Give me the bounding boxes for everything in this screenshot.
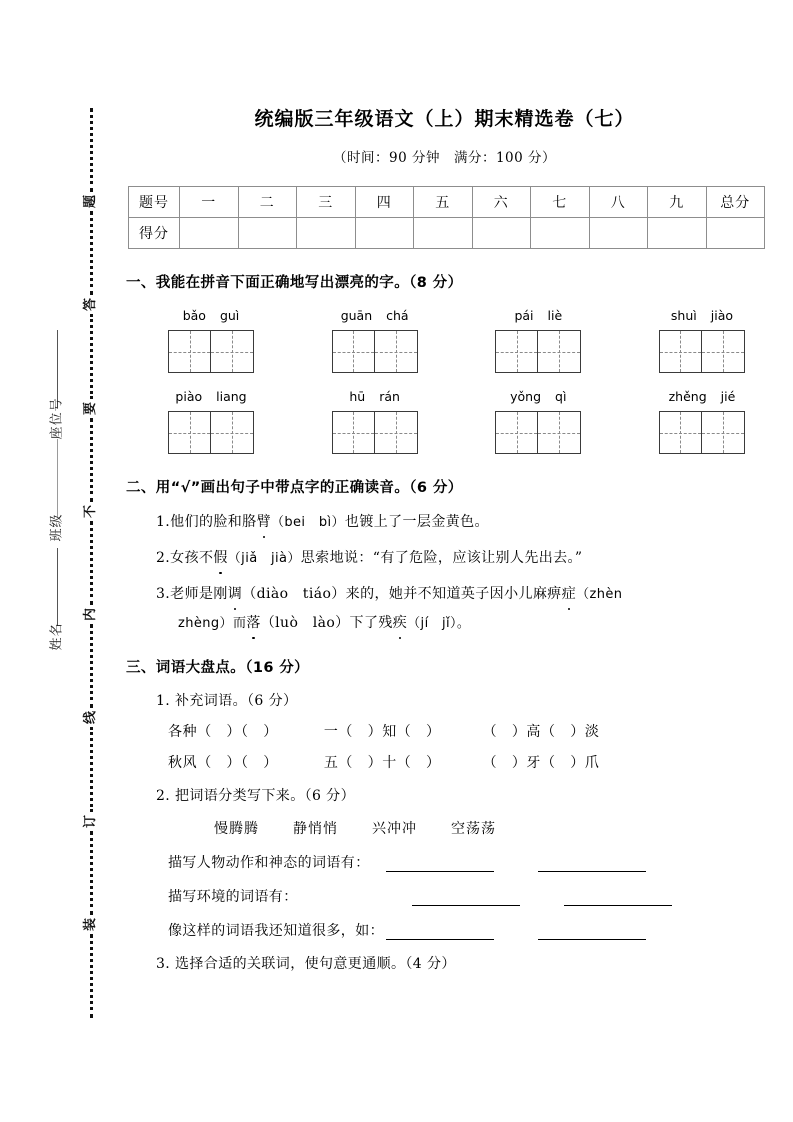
tianzige-row-2 xyxy=(126,389,779,454)
score-table-col-2: 三 xyxy=(297,187,356,218)
score-table-col-7: 八 xyxy=(589,187,648,218)
score-cell-2[interactable] xyxy=(297,218,356,249)
table-row-question-numbers xyxy=(129,187,765,218)
score-cell-8[interactable] xyxy=(648,218,707,249)
pinyin-syllable: bǎo xyxy=(182,308,206,323)
seal-char-3: 不 xyxy=(83,504,99,518)
table-row-scores xyxy=(129,218,765,249)
tianzige-cell[interactable] xyxy=(375,330,418,373)
tianzige-group xyxy=(495,389,581,454)
pinyin-syllable: rán xyxy=(379,389,400,404)
section-one xyxy=(120,271,793,454)
score-table xyxy=(128,186,765,249)
pinyin-label xyxy=(349,389,400,404)
idiom-spacer xyxy=(441,721,483,741)
answer-blank[interactable] xyxy=(564,891,672,906)
item-text-mid: （luò lào）下了残 xyxy=(260,615,393,631)
tianzige-cell[interactable] xyxy=(168,411,211,454)
section-three-heading: 三、词语大盘点。（16 分） xyxy=(126,660,310,676)
tianzige-cell[interactable] xyxy=(659,330,702,373)
tianzige-cell[interactable] xyxy=(538,330,581,373)
section-three-sub2-label: 2. 把词语分类写下来。（6 分） xyxy=(156,788,355,804)
pinyin-label xyxy=(341,308,409,323)
reading-choices[interactable]: （bei bì） xyxy=(270,515,345,530)
seal-label-class: 班级 xyxy=(49,513,65,542)
class-write-rule xyxy=(57,439,58,517)
section-two-heading: 二、用“√”画出句子中带点字的正确读音。（6 分） xyxy=(126,480,463,496)
word-bank-item: 兴冲冲 xyxy=(372,821,417,837)
reading-choices-partial[interactable]: （zhèn xyxy=(576,587,623,602)
pinyin-label xyxy=(183,308,240,323)
pinyin-label xyxy=(669,389,736,404)
seal-label-seat-number: 座位号 xyxy=(49,397,65,440)
tianzige-boxes xyxy=(659,330,745,373)
item-text-post: 思索地说：“有了危险，应该让别人先出去。” xyxy=(300,550,583,566)
tianzige-group xyxy=(168,389,254,454)
item-text-pre: 老师是刚 xyxy=(170,586,228,602)
dotted-char: 疾 xyxy=(393,613,407,634)
score-cell-3[interactable] xyxy=(355,218,414,249)
seal-dot-run xyxy=(90,108,93,192)
seal-dot-run xyxy=(90,211,93,295)
tianzige-boxes xyxy=(168,330,254,373)
score-table-col-6: 七 xyxy=(531,187,590,218)
pinyin-label xyxy=(514,308,562,323)
section-two xyxy=(120,476,793,634)
reading-choices-continued[interactable]: zhèng）而 xyxy=(178,616,247,631)
score-table-col-8: 九 xyxy=(648,187,707,218)
tianzige-cell[interactable] xyxy=(659,411,702,454)
classify-label: 描写环境的词语有： xyxy=(168,889,298,905)
tianzige-boxes xyxy=(332,411,418,454)
tianzige-cell[interactable] xyxy=(375,411,418,454)
score-cell-6[interactable] xyxy=(531,218,590,249)
tianzige-group xyxy=(168,308,254,373)
item-text-pre: 女孩不 xyxy=(170,550,214,566)
score-table-row-label-1: 得分 xyxy=(129,218,180,249)
dotted-char: 臂 xyxy=(257,512,271,533)
pinyin-syllable: shuì xyxy=(670,308,697,323)
classify-line-actions xyxy=(168,852,779,872)
dotted-char: 调 xyxy=(228,584,242,605)
score-table-col-1: 二 xyxy=(238,187,297,218)
seal-char-4: 内 xyxy=(83,608,99,622)
word-bank-item: 空荡荡 xyxy=(451,821,496,837)
dotted-char: 假 xyxy=(213,548,227,569)
page-title: 统编版三年级语文（上）期末精选卷（七） xyxy=(254,108,635,130)
idiom-blank-item[interactable]: 一（ ）知（ ） xyxy=(323,724,441,740)
exam-paper-body xyxy=(120,0,793,1122)
idiom-blank-item[interactable]: （ ）高（ ）淡 xyxy=(482,724,600,740)
item-text-mid: （diào tiáo）来的，她并不知道英子因小儿麻痹 xyxy=(242,586,562,602)
dotted-char: 症 xyxy=(562,584,576,605)
seal-dot-run xyxy=(90,314,93,398)
seal-dot-run xyxy=(90,624,93,708)
section-two-item-1 xyxy=(156,512,779,533)
seal-dot-run xyxy=(90,418,93,502)
pinyin-syllable: yǒng xyxy=(510,389,542,404)
section-three xyxy=(120,656,793,973)
score-table-col-4: 五 xyxy=(414,187,473,218)
tianzige-cell[interactable] xyxy=(211,330,254,373)
section-two-item-2 xyxy=(156,548,779,569)
item-number: 2. xyxy=(156,550,171,566)
pinyin-syllable: liang xyxy=(216,389,247,404)
tianzige-boxes xyxy=(495,411,581,454)
tianzige-cell[interactable] xyxy=(495,411,538,454)
seal-dot-run xyxy=(90,831,93,915)
seat-number-write-rule xyxy=(57,330,58,408)
score-table-row-label-0: 题号 xyxy=(129,187,180,218)
tianzige-cell[interactable] xyxy=(168,330,211,373)
idiom-blank-item[interactable]: 五（ ）十（ ） xyxy=(323,755,441,771)
score-cell-5[interactable] xyxy=(472,218,531,249)
section-one-heading: 一、我能在拼音下面正确地写出漂亮的字。（8 分） xyxy=(126,275,463,291)
tianzige-boxes xyxy=(659,411,745,454)
pinyin-syllable: piào xyxy=(175,389,203,404)
section-three-sub3-label: 3. 选择合适的关联词，使句意更通顺。（4 分） xyxy=(156,956,456,972)
pinyin-syllable: chá xyxy=(386,308,409,323)
section-two-item-3-line-1 xyxy=(156,584,779,605)
seal-margin-area xyxy=(0,0,120,1122)
idiom-blank-item[interactable]: 各种（ ）（ ） xyxy=(168,724,278,740)
seal-field-column xyxy=(40,330,74,870)
seal-dotted-line xyxy=(82,108,100,1018)
page-subtitle: （时间：90 分钟 满分：100 分） xyxy=(332,150,557,166)
score-table-col-5: 六 xyxy=(472,187,531,218)
section-two-item-3-line-2 xyxy=(178,613,779,634)
pinyin-syllable: qì xyxy=(555,389,567,404)
tianzige-boxes xyxy=(168,411,254,454)
seal-dot-run xyxy=(90,934,93,1018)
idiom-blank-item[interactable]: （ ）牙（ ）爪 xyxy=(482,755,600,771)
score-cell-4[interactable] xyxy=(414,218,473,249)
tianzige-group xyxy=(332,389,418,454)
seal-dot-run xyxy=(90,521,93,605)
tianzige-cell[interactable] xyxy=(211,411,254,454)
idiom-spacer xyxy=(278,721,324,741)
score-cell-1[interactable] xyxy=(238,218,297,249)
tianzige-cell[interactable] xyxy=(702,330,745,373)
tianzige-cell[interactable] xyxy=(332,411,375,454)
answer-blank[interactable] xyxy=(386,925,494,940)
word-bank-item: 慢腾腾 xyxy=(214,821,259,837)
tianzige-boxes xyxy=(495,330,581,373)
score-table-wrapper xyxy=(120,186,793,249)
tianzige-cell[interactable] xyxy=(538,411,581,454)
item-number: 1. xyxy=(156,514,171,530)
answer-blank[interactable] xyxy=(538,857,646,872)
classify-label: 像这样的词语我还知道很多，如： xyxy=(168,923,384,939)
score-cell-9[interactable] xyxy=(706,218,765,249)
tianzige-group xyxy=(659,389,745,454)
answer-blank[interactable] xyxy=(538,925,646,940)
answer-blank[interactable] xyxy=(412,891,520,906)
seal-char-1: 答 xyxy=(83,298,99,312)
pinyin-syllable: guān xyxy=(340,308,373,323)
classify-line-more-examples xyxy=(168,920,779,940)
answer-blank[interactable] xyxy=(386,857,494,872)
dotted-char: 落 xyxy=(246,613,260,634)
score-cell-7[interactable] xyxy=(589,218,648,249)
score-cell-0[interactable] xyxy=(180,218,239,249)
classify-line-environment xyxy=(168,886,779,906)
pinyin-syllable: pái xyxy=(514,308,534,323)
idiom-blank-item[interactable]: 秋风（ ）（ ） xyxy=(168,755,278,771)
pinyin-syllable: liè xyxy=(547,308,563,323)
pinyin-syllable: jiào xyxy=(710,308,734,323)
tianzige-group xyxy=(332,308,418,373)
word-bank xyxy=(214,818,779,838)
seal-char-7: 装 xyxy=(83,917,99,931)
seal-char-6: 订 xyxy=(83,814,99,828)
item-text-pre: 他们的脸和胳 xyxy=(170,514,257,530)
idiom-row-2 xyxy=(168,752,779,772)
score-table-col-9: 总分 xyxy=(706,187,765,218)
pinyin-label xyxy=(175,389,246,404)
pinyin-label xyxy=(671,308,733,323)
tianzige-group xyxy=(495,308,581,373)
name-write-rule xyxy=(57,548,58,626)
section-three-sub1-label: 1. 补充词语。（6 分） xyxy=(156,693,298,709)
seal-label-name: 姓名 xyxy=(49,622,65,651)
item-text-post: 也镀上了一层金黄色。 xyxy=(344,514,489,530)
pinyin-label xyxy=(510,389,566,404)
tianzige-boxes xyxy=(332,330,418,373)
word-bank-item: 静悄悄 xyxy=(293,821,338,837)
tianzige-group xyxy=(659,308,745,373)
pinyin-syllable: hū xyxy=(349,389,366,404)
classify-label: 描写人物动作和神态的词语有： xyxy=(168,855,370,871)
score-table-col-0: 一 xyxy=(180,187,239,218)
seal-char-5: 线 xyxy=(83,711,99,725)
item-number: 3. xyxy=(156,586,171,602)
pinyin-syllable: zhěng xyxy=(668,389,707,404)
idiom-spacer xyxy=(278,752,324,772)
reading-choices[interactable]: （jiǎ jià） xyxy=(227,551,301,566)
seal-char-2: 要 xyxy=(83,401,99,415)
idiom-row-1 xyxy=(168,721,779,741)
score-table-col-3: 四 xyxy=(355,187,414,218)
seal-dot-run xyxy=(90,727,93,811)
pinyin-syllable: guì xyxy=(219,308,240,323)
tianzige-cell[interactable] xyxy=(702,411,745,454)
pinyin-syllable: jié xyxy=(720,389,736,404)
tianzige-row-1 xyxy=(126,308,779,373)
idiom-spacer xyxy=(441,752,483,772)
tianzige-cell[interactable] xyxy=(332,330,375,373)
seal-char-0: 题 xyxy=(83,195,99,209)
tianzige-cell[interactable] xyxy=(495,330,538,373)
reading-choices[interactable]: （jí jǐ）。 xyxy=(407,616,471,631)
